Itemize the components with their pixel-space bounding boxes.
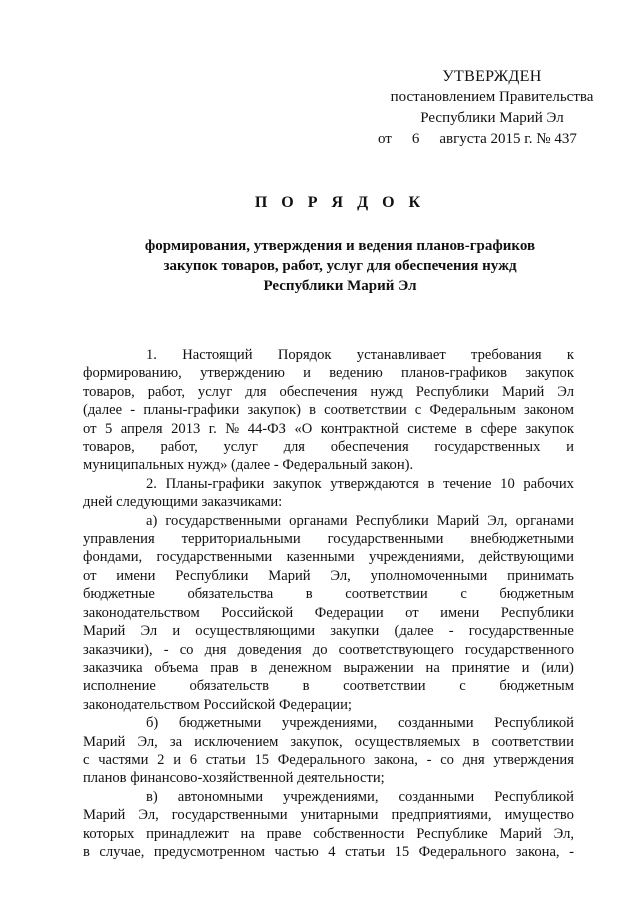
document-title: П О Р Я Д О К bbox=[254, 194, 426, 211]
body-line: которых принадлежит на праве собственности Республике Марий Эл, bbox=[83, 825, 574, 842]
body-line: бюджетные обязательства в соответствии с бюджетным bbox=[83, 586, 574, 603]
document-subtitle bbox=[90, 236, 590, 296]
approval-line-1: постановлением Правительства bbox=[390, 89, 594, 105]
body-line: муниципальных нужд» (далее - Федеральный закон). bbox=[83, 457, 414, 474]
body-line: исполнение обязательств в соответствии с бюджетным bbox=[83, 678, 574, 695]
body-line: дней следующими заказчиками: bbox=[83, 494, 283, 511]
approval-date bbox=[372, 129, 612, 150]
subtitle-line-1: формирования, утверждения и ведения планов-графиков bbox=[144, 238, 536, 254]
body-line: законодательством Российской Федерации от имени Республики bbox=[83, 604, 574, 621]
approval-head: УТВЕРЖДЕН bbox=[442, 68, 542, 85]
body-line: от 5 апреля 2013 г. № 44-ФЗ «О контрактной системе в сфере закупок bbox=[83, 420, 574, 437]
body-line: законодательством Российской Федерации; bbox=[83, 696, 352, 713]
body-line: товаров, работ, услуг для обеспечения нужд Республики Марий Эл bbox=[83, 383, 574, 400]
body-line: заказчики), - со дня доведения до соответствующего государственного bbox=[83, 641, 574, 658]
body-line: заказчика объема прав в денежном выражении на принятие и (или) bbox=[83, 659, 574, 676]
body-line: Марий Эл, за исключением закупок, осуществляемых в соответствии bbox=[83, 733, 574, 750]
approval-stamp bbox=[372, 66, 612, 150]
body-line: в) автономными учреждениями, созданными Республикой bbox=[146, 788, 574, 805]
approval-line-2: Республики Марий Эл bbox=[420, 110, 564, 126]
body-line: управления территориальными государственными внебюджетными bbox=[83, 531, 574, 548]
approval-date-prefix: от bbox=[378, 131, 392, 147]
body-line: фондами, государственными казенными учреждениями, действующими bbox=[83, 549, 574, 566]
subtitle-line-3: Республики Марий Эл bbox=[263, 278, 417, 294]
body-line: 2. Планы-графики закупок утверждаются в течение 10 рабочих bbox=[146, 475, 574, 492]
body-line: Марий Эл, государственными унитарными предприятиями, имущество bbox=[83, 807, 574, 824]
body-line: от имени Республики Марий Эл, уполномоченными принимать bbox=[83, 567, 574, 584]
body-line: Марий Эл и осуществляющими закупки (далее - государственные bbox=[83, 623, 574, 640]
body-line: (далее - планы-графики закупок) в соответствии с Федеральным законом bbox=[83, 402, 574, 419]
body-line: в случае, предусмотренном частью 4 статьи 15 Федерального закона, - bbox=[83, 843, 574, 860]
body-line: б) бюджетными учреждениями, созданными Республикой bbox=[146, 715, 574, 732]
body-line: 1. Настоящий Порядок устанавливает требования к bbox=[146, 347, 574, 363]
body-line: планов финансово-хозяйственной деятельности; bbox=[83, 770, 385, 787]
body-line: с частями 2 и 6 статьи 15 Федерального закона, - со дня утверждения bbox=[83, 751, 574, 768]
body-line: формированию, утверждению и ведению планов-графиков закупок bbox=[83, 365, 574, 382]
document-body bbox=[83, 346, 574, 861]
body-line: а) государственными органами Республики Марий Эл, органами bbox=[146, 512, 574, 529]
approval-date-day: 6 bbox=[411, 131, 420, 147]
approval-date-rest: августа 2015 г. № 437 bbox=[439, 131, 577, 147]
subtitle-line-2: закупок товаров, работ, услуг для обеспечения нужд bbox=[163, 258, 517, 274]
body-line: товаров, работ, услуг для обеспечения государственных и bbox=[83, 439, 574, 456]
